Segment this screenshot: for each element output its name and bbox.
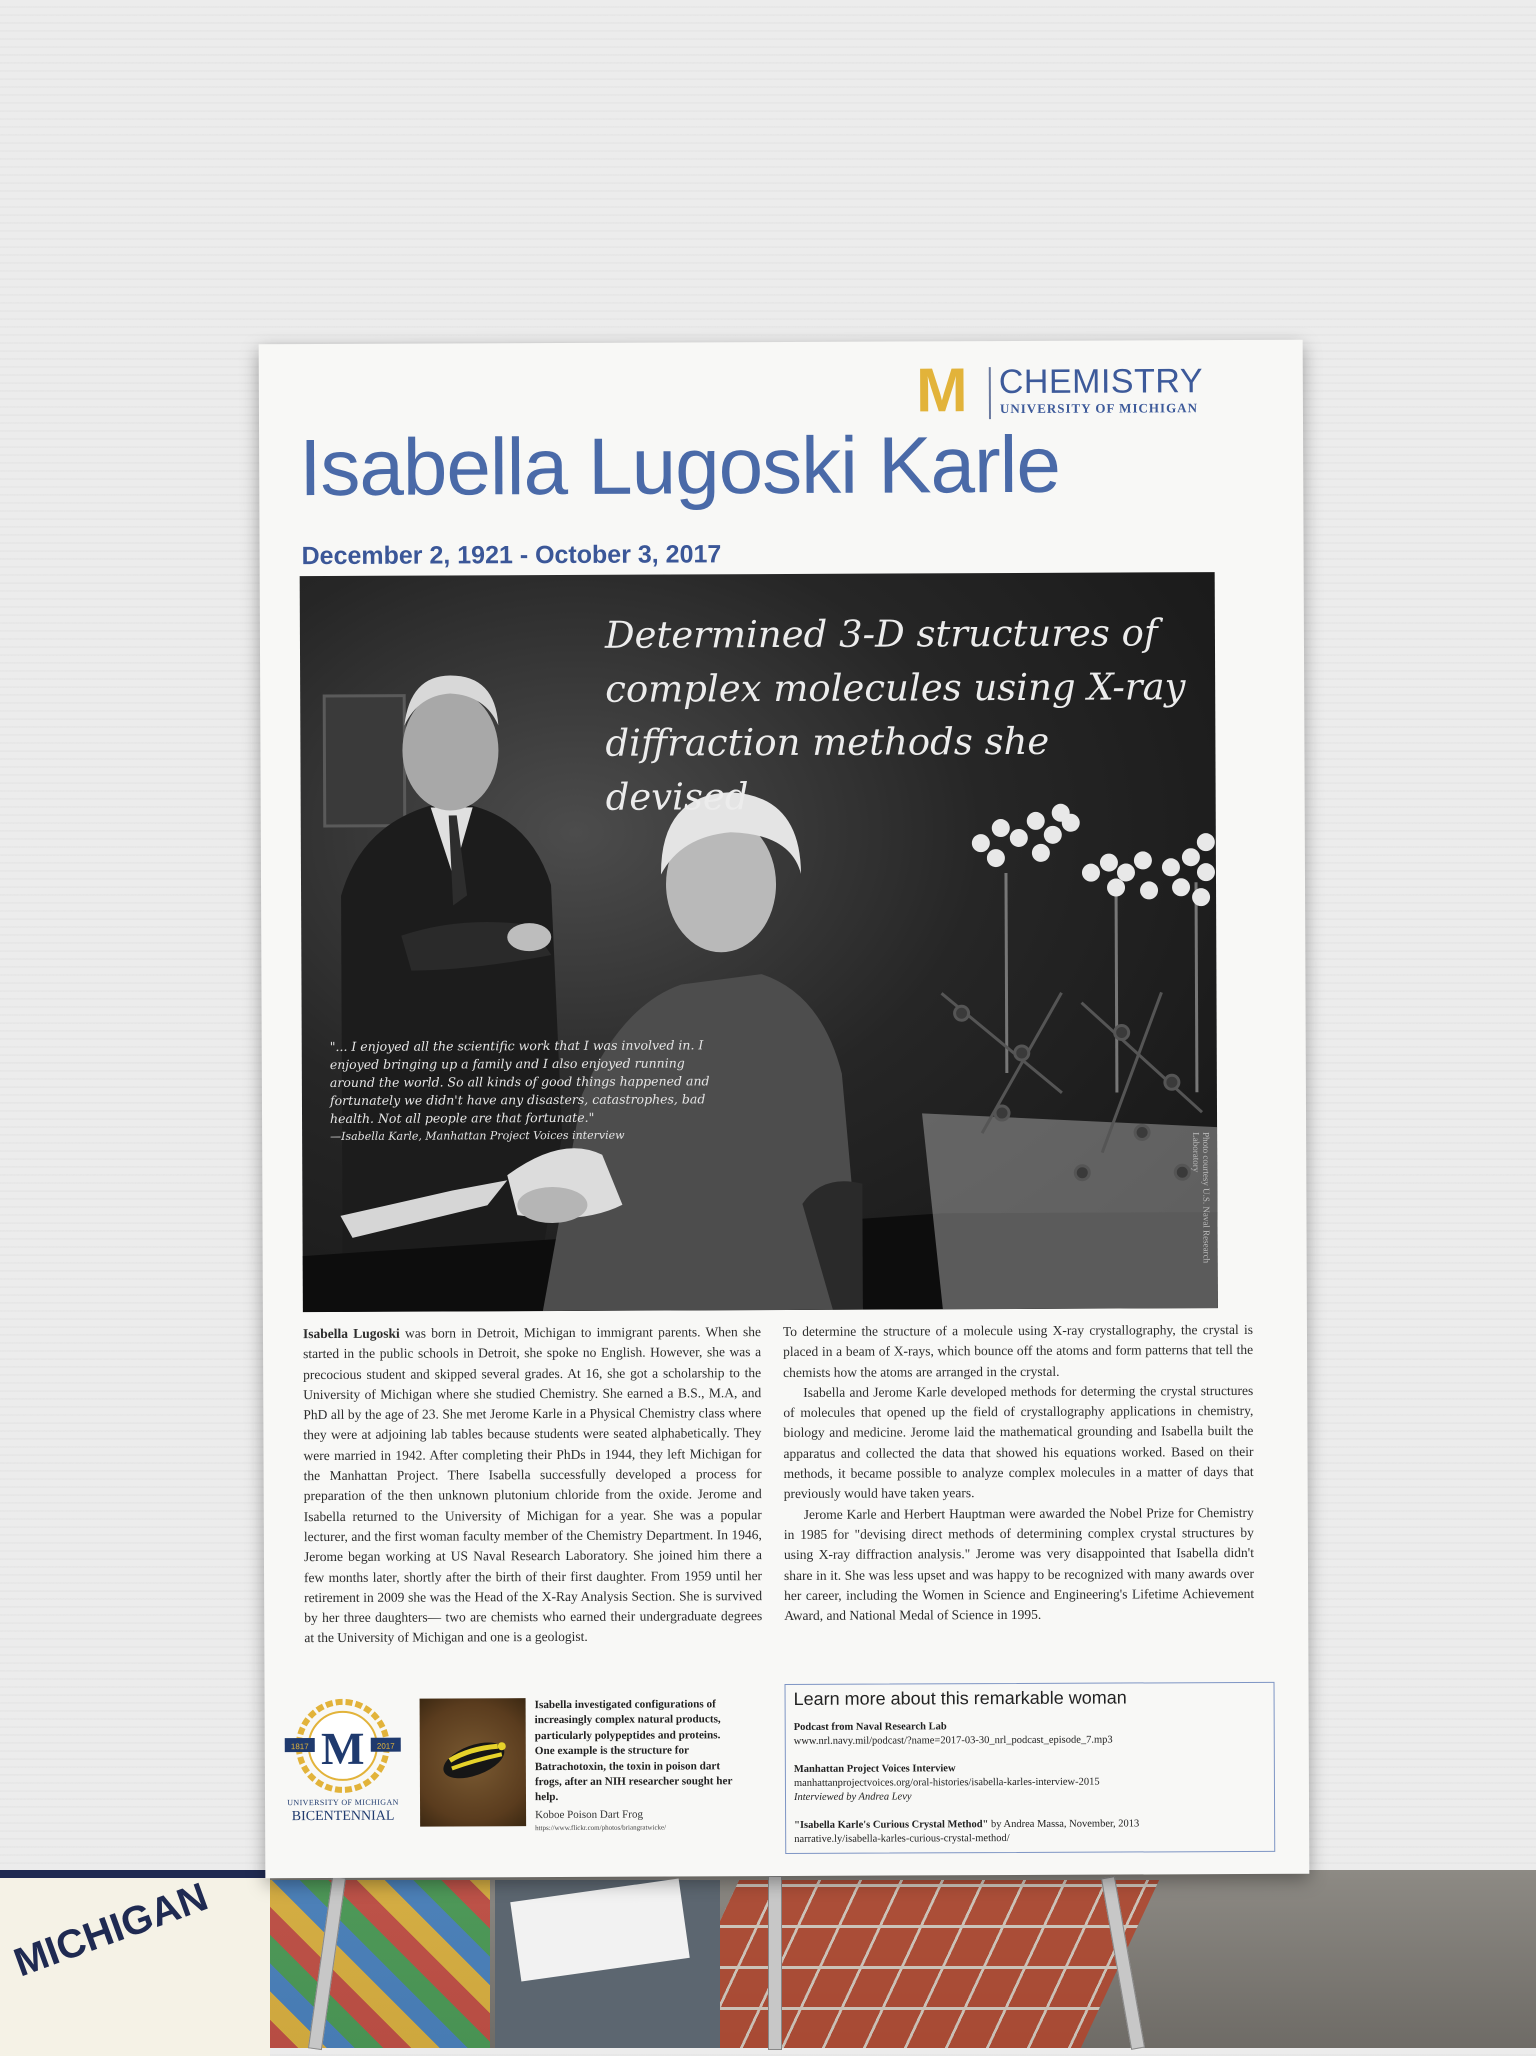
biography-column <box>303 1322 762 1649</box>
banner-text: MICHIGAN <box>8 1874 214 1986</box>
colorful-box <box>270 1880 490 2048</box>
poison-dart-frog-photo <box>420 1698 527 1826</box>
frog-caption: Isabella investigated configurations of increasingly complex natural products, particularly polypeptides and proteins. One example is the structure for Batrachotoxin, the toxin in poison dart frogs, after an NIH researcher sought her help. <box>534 1698 733 1804</box>
woman-hands <box>517 1187 587 1223</box>
bicentennial-year-left: 1817 <box>290 1742 309 1752</box>
easel-leg-center <box>768 1876 782 2050</box>
papers <box>510 1879 689 1982</box>
biography-lead-name: Isabella Lugoski <box>302 1325 400 1342</box>
poster-title: Isabella Lugoski Karle <box>299 419 1061 513</box>
bicentennial-year-right: 2017 <box>376 1741 395 1751</box>
brick-floor-tiles <box>661 1880 1159 2048</box>
quote-text: "... I enjoyed all the scientific work that I was involved in. I enjoyed bringing up a family and I also enjoyed running around the world. So all kinds of good things happened and fortunately we didn't have any disasters, catastrophes, bad health. Not all people are that fortunate." <box>329 1037 710 1126</box>
logo-department: CHEMISTRY <box>998 362 1204 402</box>
science-column <box>783 1320 1254 1627</box>
biography-text: was born in Detroit, Michigan to immigrant parents. When she started in the public schools in Detroit, she spoke no English. However, she was a precocious student and skipped several grades. At 16, she got a scholarship to the University of Michigan where she studied Chemistry. She earned a B.S., M.A, and PhD all by the age of 23. She met Jerome Karle in a Physical Chemistry class where they were at adjoining lab tables because students were seated alphabetically. They were married in 1942. After completing their PhDs in 1944, they left Michigan for the Manhattan Project. There Isabella successfully developed a process for preparation of the then unknown plutonium chloride from the oxide. Jerome and Isabella returned to the University of Michigan for a year. She was a popular lecturer, and the first woman faculty member of the Chemistry Department. In 1946, Jerome began working at US Naval Research Laboratory. She joined him there a few months later, shortly after the birth of their first daughter. From 1959 until her retirement in 2009 she was the Head of the X-Ray Analysis Section. She is survived by her three daughters— two are chemists who earned their undergraduate degrees at the University of Michigan and one is a geologist. <box>303 1324 763 1646</box>
logo-university: UNIVERSITY OF MICHIGAN <box>999 400 1198 417</box>
resource-title: "Isabella Karle's Curious Crystal Method" <box>794 1819 989 1831</box>
science-paragraph-2: Isabella and Jerome Karle developed methods for determing the crystal structures of molecules that opened up the field of crystallography applications in chemistry, biology and medicine. Jerome laid the mathematical grounding and Isabella built the apparatus and collected the data that showed his equations worked. Based on their methods, it became possible to analyze complex molecules in a matter of days that previously would have taken years. <box>783 1382 1254 1502</box>
resource-url: manhattanprojectvoices.org/oral-histories/isabella-karles-interview-2015 <box>793 1776 1100 1789</box>
portrait-photo <box>300 572 1218 1312</box>
karle-quote <box>330 1036 720 1146</box>
resource-url: narrative.ly/isabella-karles-curious-crystal-method/ <box>794 1833 1010 1845</box>
resource-url: www.nrl.navy.mil/podcast/?name=2017-03-30_nrl_podcast_episode_7.mp3 <box>793 1734 1113 1747</box>
block-m-logo: M <box>915 356 968 426</box>
bicentennial-label <box>283 1796 403 1825</box>
bicentennial-line-1: UNIVERSITY OF MICHIGAN <box>287 1797 399 1808</box>
science-paragraph-3: Jerome Karle and Herbert Hauptman were awarded the Nobel Prize for Chemistry in 1985 for "devising direct methods of determining complex crystal structures by using X-ray diffraction analysis." Jerome was very disappointed that Isabella didn't share in it. She was less upset and was happy to be recognized with many awards over her career, including the Women in Science and Engineering's Lifetime Achievement Award, and National Medal of Science in 1995. <box>783 1504 1255 1624</box>
bicentennial-line-2: BICENTENNIAL <box>291 1808 395 1825</box>
resource-article <box>794 1817 1139 1847</box>
man-hand <box>507 923 551 951</box>
resource-interview <box>794 1762 1100 1805</box>
science-paragraph-1: To determine the structure of a molecule using X-ray crystallography, the crystal is placed in a beam of X-rays, which bounce off the atoms and form patterns that tell the chemists how the atoms are arranged in the crystal. <box>782 1321 1254 1380</box>
tablecloth <box>922 1112 1218 1309</box>
headline-line-1: Determined 3-D structures of <box>604 611 1158 657</box>
logo-divider <box>989 367 991 419</box>
resource-title: Manhattan Project Voices Interview <box>793 1763 956 1775</box>
resource-byline: by Andrea Massa, November, 2013 <box>988 1818 1140 1831</box>
frog-photo-url: https://www.flickr.com/photos/briangratwicke/ <box>535 1823 667 1833</box>
wall-painting <box>324 696 405 826</box>
learn-more-box <box>785 1682 1276 1854</box>
life-dates: December 2, 1921 - October 3, 2017 <box>301 540 722 571</box>
bicentennial-mark: M <box>320 1722 365 1775</box>
learn-more-title: Learn more about this remarkable woman <box>793 1687 1127 1709</box>
storage-bin <box>495 1880 720 2048</box>
resource-podcast <box>794 1720 1113 1749</box>
headline-line-2: complex molecules using X-ray <box>605 665 1186 711</box>
michigan-banner <box>0 1870 270 2056</box>
frog-icon <box>420 1698 527 1826</box>
quote-attribution: —Isabella Karle, Manhattan Project Voices interview <box>330 1128 625 1143</box>
photo-credit: Photo courtesy U.S. Naval Research Laboratory <box>1191 1132 1212 1264</box>
headline-line-3: diffraction methods she devised <box>605 719 1050 819</box>
resource-note: Interviewed by Andrea Levy <box>793 1791 912 1803</box>
poster-board <box>259 340 1310 1879</box>
photo-headline <box>605 606 1196 825</box>
frog-name: Koboe Poison Dart Frog <box>535 1808 643 1822</box>
resource-title: Podcast from Naval Research Lab <box>793 1721 947 1733</box>
man-face <box>402 690 499 810</box>
